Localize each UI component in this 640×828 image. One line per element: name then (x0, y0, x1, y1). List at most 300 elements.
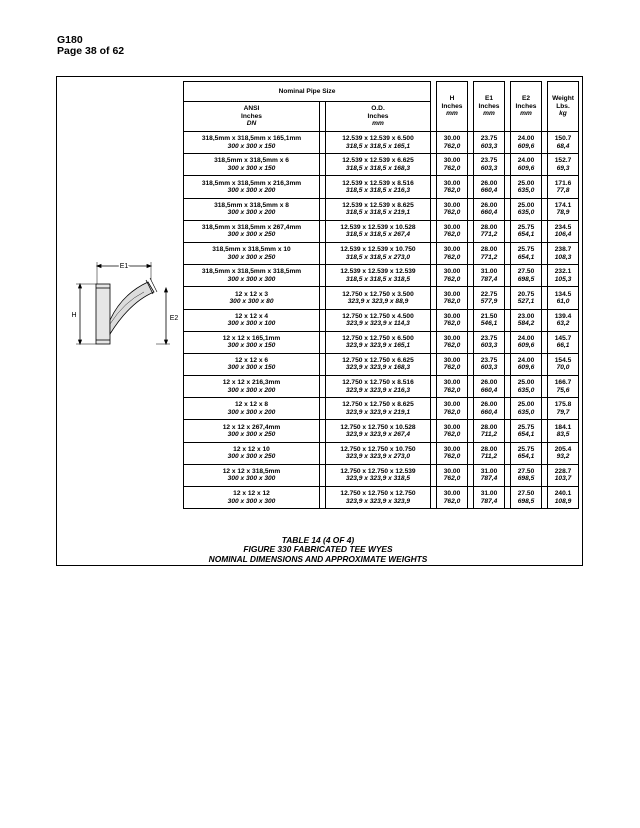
ansi-size-cell-metric: 300 x 300 x 250 (227, 431, 276, 439)
h-cell (437, 154, 468, 176)
weight-header: Weight Lbs. kg (548, 82, 579, 132)
ansi-size-cell-metric: 300 x 300 x 300 (227, 275, 276, 283)
ansi-size-cell (184, 464, 320, 486)
h-cell-primary: 30.00 (443, 379, 461, 387)
e1-cell (474, 353, 505, 375)
h-cell-metric: 762,0 (443, 453, 461, 461)
ansi-size-cell (184, 353, 320, 375)
ansi-size-cell-metric: 300 x 300 x 150 (227, 342, 276, 350)
weight-cell-metric: 108,9 (554, 497, 572, 505)
ansi-size-cell (184, 442, 320, 464)
od-cell-metric: 318,5 x 318,5 x 165,1 (345, 142, 411, 150)
e1-cell (474, 442, 505, 464)
e1-cell-metric: 603,3 (480, 142, 498, 150)
weight-cell (548, 464, 579, 486)
weight-cell-primary: 184.1 (554, 423, 572, 431)
e1-cell (474, 398, 505, 420)
ansi-size-cell-metric: 300 x 300 x 300 (227, 475, 276, 483)
od-cell (326, 242, 431, 264)
e1-cell-primary: 23.75 (480, 334, 498, 342)
od-cell-metric: 323,9 x 323,9 x 168,3 (345, 364, 411, 372)
weight-cell (548, 309, 579, 331)
e2-cell (511, 198, 542, 220)
ansi-size-cell-metric: 300 x 300 x 300 (227, 497, 276, 505)
weight-cell-primary: 145.7 (554, 334, 572, 342)
e1-cell (474, 220, 505, 242)
e1-cell (474, 487, 505, 509)
h-cell-primary: 30.00 (443, 157, 461, 165)
ansi-size-cell-primary: 12 x 12 x 8 (235, 401, 268, 409)
ansi-size-cell-primary: 12 x 12 x 318,5mm (222, 468, 281, 475)
od-header: O.D. Inches mm (326, 102, 431, 132)
e2-cell-metric: 654,1 (517, 431, 535, 439)
weight-cell-primary: 240.1 (554, 490, 572, 498)
table-row (184, 420, 579, 442)
weight-cell-metric: 66,1 (556, 342, 570, 350)
e2-cell-primary: 24.00 (517, 334, 535, 342)
ansi-size-cell-primary: 12 x 12 x 267,4mm (222, 423, 281, 431)
e2-cell-primary: 27.50 (517, 490, 535, 498)
ansi-size-cell-primary: 12 x 12 x 6 (235, 357, 268, 365)
weight-cell (548, 376, 579, 398)
e2-cell (511, 376, 542, 398)
h-cell (437, 398, 468, 420)
e2-cell (511, 242, 542, 264)
ansi-size-cell-primary: 12 x 12 x 216,3mm (222, 379, 281, 387)
od-cell-primary: 12.539 x 12.539 x 6.500 (342, 135, 414, 143)
weight-cell-primary: 134.5 (554, 290, 572, 298)
od-cell-primary: 12.539 x 12.539 x 10.528 (340, 223, 416, 231)
e2-cell-metric: 698,5 (517, 275, 535, 283)
h-cell-metric: 762,0 (443, 342, 461, 350)
e1-cell-metric: 787,4 (480, 275, 498, 283)
weight-cell-primary: 238.7 (554, 246, 572, 254)
od-cell (326, 220, 431, 242)
ansi-size-cell (184, 132, 320, 154)
od-cell (326, 176, 431, 198)
h-cell-metric: 762,0 (443, 186, 461, 194)
od-cell-primary: 12.750 x 12.750 x 3.500 (342, 290, 414, 298)
e2-cell-primary: 25.75 (517, 423, 535, 431)
e2-cell (511, 487, 542, 509)
table-row (184, 220, 579, 242)
od-cell-metric: 318,5 x 318,5 x 168,3 (345, 164, 411, 172)
table-row (184, 376, 579, 398)
e2-cell (511, 265, 542, 287)
h-cell-primary: 30.00 (443, 246, 461, 254)
od-cell-metric: 318,5 x 318,5 x 267,4 (345, 231, 411, 239)
ansi-size-cell-metric: 300 x 300 x 250 (227, 231, 276, 239)
od-cell (326, 442, 431, 464)
od-cell-metric: 318,5 x 318,5 x 219,1 (345, 209, 411, 217)
e1-cell-primary: 21.50 (480, 312, 498, 320)
ansi-size-cell-primary: 12 x 12 x 10 (233, 445, 270, 453)
e2-cell (511, 287, 542, 309)
ansi-size-cell (184, 398, 320, 420)
tee-wye-diagram (64, 258, 182, 358)
od-cell (326, 154, 431, 176)
e1-cell-primary: 31.00 (480, 490, 498, 498)
e2-cell-primary: 25.00 (517, 201, 535, 209)
ansi-size-cell-metric: 300 x 300 x 80 (229, 297, 274, 305)
e1-cell (474, 265, 505, 287)
weight-cell-metric: 83,5 (556, 431, 570, 439)
ansi-size-cell-metric: 300 x 300 x 250 (227, 253, 276, 261)
ansi-size-cell-primary: 318,5mm x 318,5mm x 267,4mm (201, 223, 302, 231)
h-cell (437, 265, 468, 287)
h-cell (437, 487, 468, 509)
e1-cell-metric: 711,2 (480, 431, 497, 439)
table-row (184, 309, 579, 331)
e2-cell (511, 398, 542, 420)
weight-cell-primary: 150.7 (554, 135, 572, 143)
e1-cell-metric: 660,4 (480, 408, 498, 416)
weight-cell-metric: 75,6 (556, 386, 570, 394)
od-cell-primary: 12.539 x 12.539 x 8.516 (342, 179, 414, 187)
ansi-size-cell-primary: 318,5mm x 318,5mm x 318,5mm (201, 268, 302, 276)
h-header: H Inches mm (437, 82, 468, 132)
e2-cell-primary: 27.50 (517, 268, 535, 276)
caption-line-1: TABLE 14 (4 OF 4) (281, 535, 355, 545)
weight-cell-metric: 79,7 (556, 408, 570, 416)
weight-cell-metric: 70,0 (556, 364, 570, 372)
ansi-header: ANSI Inches DN (184, 102, 320, 132)
od-cell-metric: 323,9 x 323,9 x 273,0 (345, 453, 411, 461)
weight-cell (548, 198, 579, 220)
weight-cell-metric: 69,3 (556, 164, 570, 172)
ansi-size-cell-metric: 300 x 300 x 150 (227, 164, 276, 172)
table-row (184, 442, 579, 464)
e1-cell (474, 198, 505, 220)
weight-cell-metric: 105,3 (554, 275, 572, 283)
e1-cell-metric: 546,1 (480, 320, 498, 328)
table-row (184, 487, 579, 509)
e2-cell-metric: 609,6 (517, 342, 535, 350)
ansi-size-cell-primary: 318,5mm x 318,5mm x 216,3mm (201, 179, 302, 187)
h-cell-primary: 30.00 (443, 357, 461, 365)
doc-id: G180 (57, 34, 83, 46)
weight-cell-primary: 228.7 (554, 468, 572, 475)
e2-cell-metric: 635,0 (517, 386, 535, 394)
od-cell-metric: 323,9 x 323,9 x 267,4 (345, 431, 411, 439)
h-cell (437, 287, 468, 309)
e1-cell-primary: 28.00 (480, 445, 498, 453)
e1-cell-primary: 26.00 (480, 401, 498, 409)
table-row (184, 242, 579, 264)
weight-cell-metric: 108,3 (554, 253, 572, 261)
h-cell-metric: 762,0 (443, 320, 461, 328)
od-cell-primary: 12.539 x 12.539 x 12.539 (340, 268, 416, 276)
e1-cell (474, 242, 505, 264)
e2-cell-primary: 24.00 (517, 135, 535, 143)
e2-cell-metric: 635,0 (517, 408, 535, 416)
h-cell-metric: 762,0 (443, 408, 461, 416)
weight-cell (548, 242, 579, 264)
h-cell-metric: 762,0 (443, 497, 461, 505)
e1-cell-metric: 603,3 (480, 164, 498, 172)
h-cell-primary: 30.00 (443, 401, 461, 409)
e2-cell-metric: 635,0 (517, 209, 535, 217)
od-cell (326, 420, 431, 442)
e2-cell-primary: 23.00 (517, 312, 535, 320)
e2-cell (511, 464, 542, 486)
e1-cell-primary: 31.00 (480, 468, 498, 475)
weight-cell-primary: 171.6 (554, 179, 572, 187)
od-cell-primary: 12.750 x 12.750 x 10.528 (340, 423, 416, 431)
od-cell-metric: 323,9 x 323,9 x 165,1 (345, 342, 411, 350)
h-cell (437, 309, 468, 331)
table-row (184, 154, 579, 176)
od-cell-metric: 318,5 x 318,5 x 216,3 (345, 186, 411, 194)
e1-cell-primary: 28.00 (480, 423, 498, 431)
e1-cell-metric: 660,4 (480, 186, 498, 194)
h-cell (437, 220, 468, 242)
caption-line-2: FIGURE 330 FABRICATED TEE WYES (243, 544, 393, 555)
e1-header: E1 Inches mm (474, 82, 505, 132)
ansi-size-cell (184, 154, 320, 176)
h-cell-primary: 30.00 (443, 423, 461, 431)
e2-cell (511, 154, 542, 176)
ansi-size-cell-primary: 12 x 12 x 12 (233, 490, 270, 498)
od-cell-metric: 323,9 x 323,9 x 318,5 (345, 475, 411, 483)
od-cell-primary: 12.539 x 12.539 x 6.625 (342, 157, 414, 165)
weight-cell-metric: 77,8 (556, 186, 570, 194)
e2-label: E2 (169, 315, 179, 322)
h-cell-metric: 762,0 (443, 164, 461, 172)
weight-cell-metric: 78,9 (556, 209, 570, 217)
od-cell-primary: 12.750 x 12.750 x 6.625 (342, 357, 414, 365)
ansi-size-cell (184, 265, 320, 287)
h-cell-metric: 762,0 (443, 209, 461, 217)
weight-cell (548, 132, 579, 154)
e1-label: E1 (119, 263, 129, 270)
od-cell (326, 265, 431, 287)
e1-cell (474, 420, 505, 442)
od-cell-primary: 12.539 x 12.539 x 10.750 (340, 246, 416, 254)
e1-cell (474, 132, 505, 154)
od-cell-primary: 12.750 x 12.750 x 12.750 (340, 490, 416, 498)
weight-cell (548, 220, 579, 242)
e1-cell-primary: 28.00 (480, 223, 498, 231)
ansi-size-cell-primary: 318,5mm x 318,5mm x 10 (212, 246, 291, 254)
od-cell (326, 309, 431, 331)
e1-cell-primary: 22.75 (480, 290, 498, 298)
table-row (184, 287, 579, 309)
weight-cell-primary: 175.8 (554, 401, 572, 409)
od-cell-metric: 318,5 x 318,5 x 273,0 (345, 253, 411, 261)
h-cell (437, 376, 468, 398)
h-cell-primary: 30.00 (443, 179, 461, 187)
h-cell-metric: 762,0 (443, 297, 461, 305)
table-row (184, 464, 579, 486)
e1-cell (474, 464, 505, 486)
e2-cell (511, 353, 542, 375)
e1-cell-metric: 787,4 (480, 475, 498, 483)
e1-cell (474, 287, 505, 309)
e1-cell (474, 376, 505, 398)
h-cell (437, 176, 468, 198)
ansi-size-cell (184, 309, 320, 331)
weight-cell-metric: 106,4 (554, 231, 572, 239)
e2-cell-metric: 609,6 (517, 142, 535, 150)
e2-cell-primary: 20.75 (517, 290, 535, 298)
ansi-size-cell (184, 376, 320, 398)
e1-cell-metric: 603,3 (480, 342, 498, 350)
weight-cell-primary: 139.4 (554, 312, 572, 320)
e2-cell-primary: 25.75 (517, 223, 535, 231)
e2-cell-primary: 24.00 (517, 157, 535, 165)
od-cell-primary: 12.750 x 12.750 x 6.500 (342, 334, 414, 342)
h-cell (437, 353, 468, 375)
weight-cell (548, 442, 579, 464)
e1-cell-metric: 787,4 (480, 497, 498, 505)
ansi-size-cell-metric: 300 x 300 x 200 (227, 408, 276, 416)
weight-cell (548, 353, 579, 375)
od-cell (326, 398, 431, 420)
e1-cell-primary: 26.00 (480, 379, 498, 387)
weight-cell-primary: 205.4 (554, 445, 572, 453)
h-cell-primary: 30.00 (443, 334, 461, 342)
table-row (184, 176, 579, 198)
nominal-pipe-size-header: Nominal Pipe Size (184, 82, 431, 102)
h-cell-primary: 30.00 (443, 468, 461, 475)
table-row (184, 132, 579, 154)
ansi-size-cell-primary: 12 x 12 x 165,1mm (222, 334, 281, 342)
od-cell-primary: 12.750 x 12.750 x 12.539 (340, 468, 416, 475)
e1-cell-metric: 660,4 (480, 209, 498, 217)
h-cell-primary: 30.00 (443, 445, 461, 453)
e2-cell-primary: 25.00 (517, 401, 535, 409)
page-number: Page 38 of 62 (57, 45, 125, 57)
ansi-size-cell-metric: 300 x 300 x 100 (227, 320, 276, 328)
h-cell-primary: 30.00 (443, 490, 461, 498)
e1-cell-metric: 771,2 (480, 253, 498, 261)
e2-cell (511, 309, 542, 331)
weight-cell-primary: 232.1 (554, 268, 572, 276)
e1-cell-primary: 31.00 (480, 268, 498, 276)
weight-cell-primary: 174.1 (554, 201, 572, 209)
h-cell (437, 198, 468, 220)
ansi-size-cell (184, 420, 320, 442)
od-cell-metric: 323,9 x 323,9 x 219,1 (345, 408, 411, 416)
e2-cell (511, 132, 542, 154)
od-cell (326, 132, 431, 154)
e2-cell-metric: 609,6 (517, 364, 535, 372)
weight-cell-metric: 93,2 (556, 453, 570, 461)
ansi-size-cell (184, 287, 320, 309)
caption-line-3: NOMINAL DIMENSIONS AND APPROXIMATE WEIGHTS (208, 553, 428, 564)
e2-cell-metric: 635,0 (517, 186, 535, 194)
table-row (184, 353, 579, 375)
od-cell-metric: 323,9 x 323,9 x 323,9 (345, 497, 411, 505)
table-caption (183, 536, 453, 564)
h-cell-metric: 762,0 (443, 275, 461, 283)
ansi-size-cell-metric: 300 x 300 x 150 (227, 142, 276, 150)
h-cell-metric: 762,0 (443, 142, 461, 150)
h-cell (437, 464, 468, 486)
ansi-size-cell-metric: 300 x 300 x 200 (227, 386, 276, 394)
e1-cell (474, 154, 505, 176)
e1-cell (474, 331, 505, 353)
weight-cell (548, 287, 579, 309)
e2-cell (511, 176, 542, 198)
ansi-size-cell (184, 176, 320, 198)
e1-cell-primary: 23.75 (480, 157, 498, 165)
e2-header: E2 Inches mm (511, 82, 542, 132)
e2-cell-metric: 654,1 (517, 231, 535, 239)
h-cell (437, 420, 468, 442)
weight-cell (548, 331, 579, 353)
ansi-size-cell-primary: 12 x 12 x 3 (235, 290, 268, 298)
e1-cell-primary: 23.75 (480, 357, 498, 365)
e1-cell (474, 309, 505, 331)
e1-cell-primary: 23.75 (480, 135, 498, 143)
od-cell-primary: 12.750 x 12.750 x 10.750 (340, 445, 416, 453)
weight-cell (548, 154, 579, 176)
ansi-size-cell-metric: 300 x 300 x 200 (227, 186, 276, 194)
od-cell (326, 287, 431, 309)
h-cell-metric: 762,0 (443, 253, 461, 261)
ansi-size-cell (184, 487, 320, 509)
od-cell-metric: 323,9 x 323,9 x 88,9 (347, 297, 409, 305)
ansi-size-cell-primary: 12 x 12 x 4 (235, 312, 268, 320)
dimensions-table (183, 81, 579, 509)
od-cell (326, 487, 431, 509)
h-cell-primary: 30.00 (443, 312, 461, 320)
ansi-size-cell-metric: 300 x 300 x 250 (227, 453, 276, 461)
h-cell (437, 242, 468, 264)
table-row (184, 265, 579, 287)
ansi-size-cell-primary: 318,5mm x 318,5mm x 8 (214, 201, 289, 209)
e1-cell-metric: 603,3 (480, 364, 498, 372)
weight-cell (548, 265, 579, 287)
e2-cell-primary: 27.50 (517, 468, 535, 475)
od-cell (326, 464, 431, 486)
ansi-size-cell-metric: 300 x 300 x 150 (227, 364, 276, 372)
od-cell-primary: 12.750 x 12.750 x 8.625 (342, 401, 414, 409)
weight-cell (548, 176, 579, 198)
table-row (184, 198, 579, 220)
od-cell (326, 331, 431, 353)
weight-cell-primary: 152.7 (554, 157, 572, 165)
ansi-size-cell (184, 242, 320, 264)
table-row (184, 398, 579, 420)
weight-cell (548, 420, 579, 442)
h-cell-primary: 30.00 (443, 201, 461, 209)
e2-cell-primary: 25.00 (517, 379, 535, 387)
e1-cell-metric: 660,4 (480, 386, 498, 394)
weight-cell-metric: 61,0 (556, 297, 570, 305)
h-cell-metric: 762,0 (443, 231, 461, 239)
weight-cell-primary: 166.7 (554, 379, 572, 387)
e2-cell (511, 331, 542, 353)
e2-cell-metric: 609,6 (517, 164, 535, 172)
od-cell (326, 198, 431, 220)
od-cell (326, 376, 431, 398)
table-row (184, 331, 579, 353)
h-cell-metric: 762,0 (443, 475, 461, 483)
e1-cell-primary: 26.00 (480, 201, 498, 209)
ansi-size-cell-metric: 300 x 300 x 200 (227, 209, 276, 217)
weight-cell-metric: 63,2 (556, 320, 570, 328)
e1-cell-primary: 26.00 (480, 179, 498, 187)
h-cell (437, 442, 468, 464)
weight-cell (548, 487, 579, 509)
od-cell-primary: 12.539 x 12.539 x 8.625 (342, 201, 414, 209)
e1-cell-primary: 28.00 (480, 246, 498, 254)
ansi-size-cell (184, 220, 320, 242)
od-cell-metric: 323,9 x 323,9 x 114,3 (346, 320, 410, 328)
